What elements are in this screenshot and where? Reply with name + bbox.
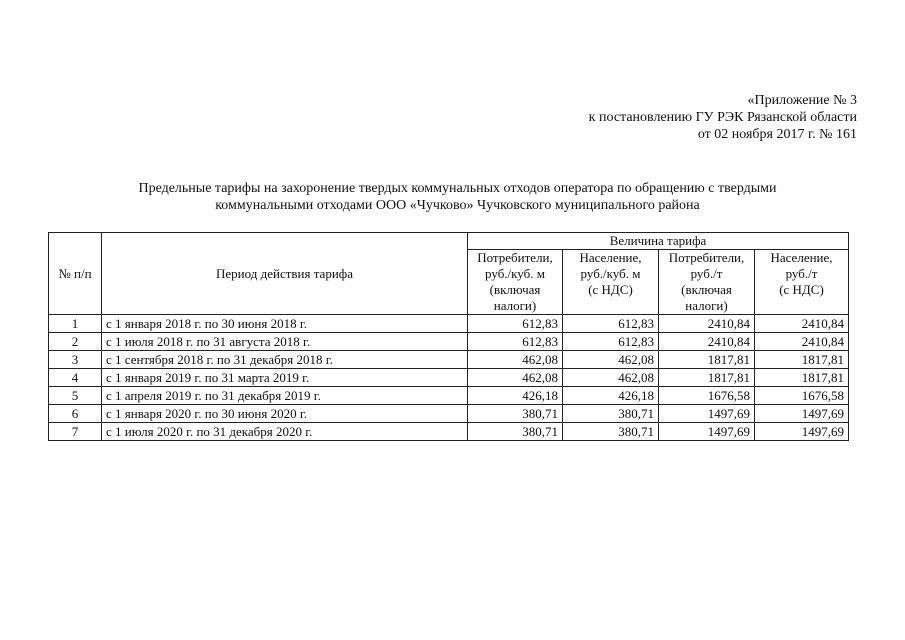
header-line: руб./т: [690, 266, 723, 281]
row-period: с 1 июля 2018 г. по 31 августа 2018 г.: [102, 333, 468, 351]
appendix-title: «Приложение № 3: [747, 93, 857, 108]
header-period: Период действия тарифа: [102, 233, 468, 315]
tariff-table: [48, 232, 849, 441]
appendix-resolution: к постановлению ГУ РЭК Рязанской области: [588, 110, 857, 125]
row-consumers-per-m3: 380,71: [468, 423, 563, 441]
row-consumers-per-ton: 1497,69: [659, 423, 755, 441]
table-row: [49, 351, 849, 369]
row-consumers-per-m3: 612,83: [468, 315, 563, 333]
row-period: с 1 января 2018 г. по 30 июня 2018 г.: [102, 315, 468, 333]
header-line: (включая: [681, 282, 732, 297]
row-period: с 1 января 2019 г. по 31 марта 2019 г.: [102, 369, 468, 387]
header-consumers-per-m3: [468, 250, 563, 315]
row-population-per-ton: 1497,69: [755, 405, 849, 423]
row-number: 3: [49, 351, 102, 369]
row-population-per-ton: 1817,81: [755, 369, 849, 387]
table-row: [49, 369, 849, 387]
row-consumers-per-m3: 426,18: [468, 387, 563, 405]
row-consumers-per-ton: 1497,69: [659, 405, 755, 423]
table-row: [49, 423, 849, 441]
header-line: руб./т: [785, 266, 818, 281]
row-consumers-per-ton: 1817,81: [659, 369, 755, 387]
header-line: руб./куб. м: [580, 266, 641, 281]
document-title-line-2: коммунальными отходами ООО «Чучково» Чучковского муниципального района: [215, 198, 700, 213]
row-population-per-m3: 612,83: [563, 315, 659, 333]
document-title-line-1: Предельные тарифы на захоронение твердых коммунальных отходов оператора по обращению с твердыми: [138, 181, 777, 196]
row-period: с 1 сентября 2018 г. по 31 декабря 2018 г.: [102, 351, 468, 369]
header-line: Население,: [579, 250, 642, 265]
row-population-per-ton: 1497,69: [755, 423, 849, 441]
table-row: [49, 387, 849, 405]
document-title: [60, 180, 855, 214]
row-consumers-per-m3: 612,83: [468, 333, 563, 351]
row-consumers-per-ton: 2410,84: [659, 315, 755, 333]
row-number: 6: [49, 405, 102, 423]
appendix-block: [589, 92, 857, 143]
header-population-per-ton: [755, 250, 849, 315]
row-number: 2: [49, 333, 102, 351]
row-number: 1: [49, 315, 102, 333]
row-number: 4: [49, 369, 102, 387]
header-population-per-m3: [563, 250, 659, 315]
header-line: Потребители,: [668, 250, 745, 265]
header-line: Потребители,: [477, 250, 553, 265]
row-population-per-ton: 1676,58: [755, 387, 849, 405]
row-population-per-m3: 426,18: [563, 387, 659, 405]
row-consumers-per-m3: 380,71: [468, 405, 563, 423]
row-population-per-m3: 380,71: [563, 405, 659, 423]
row-period: с 1 июля 2020 г. по 31 декабря 2020 г.: [102, 423, 468, 441]
row-population-per-m3: 462,08: [563, 369, 659, 387]
row-population-per-m3: 612,83: [563, 333, 659, 351]
row-consumers-per-ton: 1676,58: [659, 387, 755, 405]
table-row: [49, 405, 849, 423]
header-line: (с НДС): [779, 282, 824, 297]
header-line: (включая: [489, 282, 541, 297]
row-consumers-per-ton: 2410,84: [659, 333, 755, 351]
header-num: № п/п: [49, 233, 102, 315]
header-consumers-per-ton: [659, 250, 755, 315]
row-period: с 1 января 2020 г. по 30 июня 2020 г.: [102, 405, 468, 423]
row-number: 7: [49, 423, 102, 441]
row-population-per-ton: 2410,84: [755, 333, 849, 351]
row-consumers-per-m3: 462,08: [468, 369, 563, 387]
table-row: [49, 315, 849, 333]
header-line: налоги): [493, 298, 537, 313]
row-population-per-m3: 462,08: [563, 351, 659, 369]
row-number: 5: [49, 387, 102, 405]
table-row: [49, 333, 849, 351]
header-line: руб./куб. м: [485, 266, 545, 281]
row-consumers-per-ton: 1817,81: [659, 351, 755, 369]
appendix-date: от 02 ноября 2017 г. № 161: [697, 127, 857, 142]
row-population-per-ton: 2410,84: [755, 315, 849, 333]
row-population-per-m3: 380,71: [563, 423, 659, 441]
tariff-table-body: [49, 315, 849, 441]
header-line: Население,: [770, 250, 833, 265]
header-tariff-value: Величина тарифа: [468, 233, 849, 250]
row-population-per-ton: 1817,81: [755, 351, 849, 369]
tariff-table-header: [49, 233, 849, 315]
row-consumers-per-m3: 462,08: [468, 351, 563, 369]
row-period: с 1 апреля 2019 г. по 31 декабря 2019 г.: [102, 387, 468, 405]
header-line: (с НДС): [588, 282, 633, 297]
header-line: налоги): [685, 298, 728, 313]
